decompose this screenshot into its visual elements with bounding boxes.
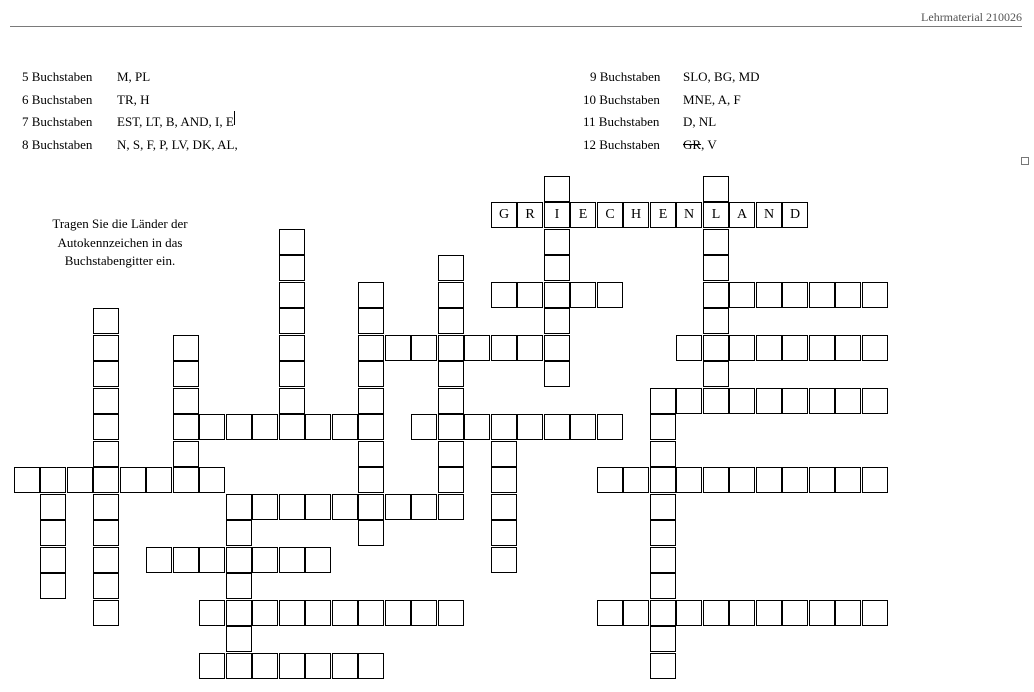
grid-cell[interactable] bbox=[756, 282, 782, 308]
grid-cell[interactable] bbox=[623, 467, 649, 493]
grid-cell[interactable] bbox=[438, 361, 464, 387]
grid-cell[interactable] bbox=[358, 520, 384, 546]
grid-cell[interactable] bbox=[120, 467, 146, 493]
grid-cell[interactable] bbox=[252, 653, 278, 679]
grid-cell[interactable] bbox=[411, 494, 437, 520]
grid-letter: E bbox=[578, 207, 588, 222]
grid-cell[interactable] bbox=[173, 335, 199, 361]
grid-cell[interactable] bbox=[358, 282, 384, 308]
grid-cell[interactable] bbox=[199, 414, 225, 440]
grid-cell[interactable] bbox=[199, 547, 225, 573]
clue-value: TR, H bbox=[117, 91, 150, 107]
grid-cell[interactable] bbox=[809, 282, 835, 308]
grid-cell[interactable] bbox=[173, 361, 199, 387]
grid-cell[interactable] bbox=[146, 467, 172, 493]
grid-cell[interactable] bbox=[703, 600, 729, 626]
grid-cell[interactable] bbox=[650, 573, 676, 599]
grid-cell[interactable] bbox=[226, 520, 252, 546]
grid-cell[interactable] bbox=[93, 308, 119, 334]
grid-cell[interactable] bbox=[93, 547, 119, 573]
grid-cell[interactable] bbox=[809, 467, 835, 493]
grid-letter: D bbox=[789, 207, 801, 222]
grid-cell[interactable] bbox=[544, 255, 570, 281]
grid-cell[interactable] bbox=[411, 600, 437, 626]
grid-cell[interactable] bbox=[809, 335, 835, 361]
grid-cell[interactable] bbox=[279, 547, 305, 573]
grid-cell[interactable] bbox=[93, 414, 119, 440]
grid-cell[interactable] bbox=[358, 414, 384, 440]
grid-cell[interactable] bbox=[650, 441, 676, 467]
grid-cell[interactable] bbox=[862, 282, 888, 308]
grid-cell[interactable] bbox=[650, 520, 676, 546]
grid-cell[interactable] bbox=[729, 388, 755, 414]
grid-cell[interactable] bbox=[226, 653, 252, 679]
grid-cell[interactable] bbox=[279, 600, 305, 626]
grid-cell[interactable] bbox=[756, 600, 782, 626]
grid-letter: R bbox=[525, 207, 535, 222]
grid-cell[interactable] bbox=[305, 494, 331, 520]
grid-cell[interactable] bbox=[279, 335, 305, 361]
grid-cell[interactable] bbox=[650, 626, 676, 652]
grid-letter: G bbox=[498, 207, 510, 222]
grid-cell[interactable] bbox=[597, 467, 623, 493]
grid-cell[interactable] bbox=[226, 600, 252, 626]
grid-cell[interactable] bbox=[411, 335, 437, 361]
grid-cell[interactable] bbox=[305, 547, 331, 573]
grid-cell[interactable] bbox=[835, 600, 861, 626]
grid-cell[interactable] bbox=[597, 414, 623, 440]
grid-cell[interactable] bbox=[544, 414, 570, 440]
grid-cell[interactable] bbox=[173, 388, 199, 414]
grid-cell[interactable] bbox=[93, 520, 119, 546]
grid-cell[interactable] bbox=[782, 467, 808, 493]
grid-cell[interactable] bbox=[544, 361, 570, 387]
grid-cell[interactable] bbox=[93, 494, 119, 520]
grid-cell[interactable] bbox=[438, 494, 464, 520]
grid-cell[interactable] bbox=[650, 494, 676, 520]
grid-cell[interactable] bbox=[438, 282, 464, 308]
grid-letter: L bbox=[711, 207, 721, 222]
grid-cell[interactable] bbox=[438, 388, 464, 414]
grid-cell[interactable] bbox=[279, 255, 305, 281]
grid-cell[interactable] bbox=[835, 282, 861, 308]
grid-cell[interactable] bbox=[332, 653, 358, 679]
grid-cell[interactable] bbox=[650, 653, 676, 679]
grid-letter: I bbox=[554, 207, 560, 222]
grid-letter: N bbox=[683, 207, 695, 222]
grid-cell[interactable] bbox=[756, 388, 782, 414]
grid-cell[interactable] bbox=[862, 335, 888, 361]
grid-cell[interactable] bbox=[756, 335, 782, 361]
grid-cell[interactable] bbox=[305, 414, 331, 440]
grid-cell[interactable] bbox=[676, 467, 702, 493]
grid-cell[interactable] bbox=[676, 600, 702, 626]
grid-cell[interactable] bbox=[93, 467, 119, 493]
grid-cell[interactable] bbox=[146, 547, 172, 573]
grid-cell[interactable] bbox=[438, 467, 464, 493]
grid-cell[interactable] bbox=[226, 414, 252, 440]
grid-cell[interactable] bbox=[782, 335, 808, 361]
grid-cell[interactable] bbox=[597, 600, 623, 626]
grid-cell[interactable] bbox=[173, 547, 199, 573]
grid-cell[interactable] bbox=[358, 335, 384, 361]
clue-value: M, PL bbox=[117, 69, 151, 84]
clue-label: 8 Buchstaben bbox=[22, 137, 93, 153]
grid-cell[interactable] bbox=[40, 547, 66, 573]
grid-cell[interactable] bbox=[279, 282, 305, 308]
grid-cell[interactable] bbox=[385, 600, 411, 626]
grid-cell[interactable] bbox=[729, 600, 755, 626]
grid-letter: H bbox=[630, 207, 642, 222]
grid-cell[interactable] bbox=[703, 308, 729, 334]
grid-letter: E bbox=[658, 207, 668, 222]
grid-letter: N bbox=[763, 207, 775, 222]
grid-cell[interactable] bbox=[226, 494, 252, 520]
grid-cell[interactable] bbox=[517, 414, 543, 440]
grid-cell[interactable] bbox=[835, 467, 861, 493]
clue-label: 7 Buchstaben bbox=[22, 114, 93, 130]
grid-cell[interactable] bbox=[570, 282, 596, 308]
grid-cell[interactable] bbox=[756, 467, 782, 493]
grid-cell[interactable] bbox=[703, 361, 729, 387]
grid-cell[interactable] bbox=[491, 520, 517, 546]
grid-cell[interactable] bbox=[411, 414, 437, 440]
clue-label: 9 Buchstaben bbox=[590, 69, 661, 84]
grid-cell[interactable] bbox=[40, 520, 66, 546]
grid-cell[interactable] bbox=[464, 335, 490, 361]
clue-value-struck: GR bbox=[683, 137, 702, 153]
grid-cell[interactable] bbox=[385, 494, 411, 520]
grid-cell[interactable] bbox=[491, 414, 517, 440]
grid-cell[interactable] bbox=[491, 547, 517, 573]
clue-value: , V bbox=[701, 137, 717, 153]
grid-cell[interactable] bbox=[438, 414, 464, 440]
grid-cell[interactable] bbox=[173, 414, 199, 440]
clue-value[interactable]: EST, LT, B, AND, I, E bbox=[117, 114, 234, 130]
grid-cell[interactable] bbox=[703, 467, 729, 493]
grid-cell[interactable] bbox=[279, 229, 305, 255]
grid-cell[interactable] bbox=[173, 467, 199, 493]
grid-cell[interactable] bbox=[491, 467, 517, 493]
grid-cell[interactable] bbox=[40, 494, 66, 520]
grid-cell[interactable] bbox=[544, 335, 570, 361]
instructions: Tragen Sie die Länder der Autokennzeichen in das Buchstabengitter ein. bbox=[52, 216, 188, 268]
grid-cell[interactable] bbox=[93, 600, 119, 626]
grid-cell[interactable] bbox=[438, 308, 464, 334]
clue-label: 6 Buchstaben bbox=[22, 91, 93, 107]
grid-cell[interactable] bbox=[199, 600, 225, 626]
grid-cell[interactable] bbox=[226, 626, 252, 652]
grid-cell[interactable] bbox=[491, 335, 517, 361]
grid-cell[interactable] bbox=[703, 255, 729, 281]
grid-letter: A bbox=[736, 207, 748, 222]
grid-cell[interactable] bbox=[517, 335, 543, 361]
grid-cell[interactable] bbox=[173, 441, 199, 467]
grid-letter: C bbox=[605, 207, 615, 222]
grid-cell[interactable] bbox=[93, 573, 119, 599]
grid-cell[interactable] bbox=[782, 388, 808, 414]
grid-cell[interactable] bbox=[252, 414, 278, 440]
grid-cell[interactable] bbox=[464, 414, 490, 440]
grid-cell[interactable] bbox=[199, 653, 225, 679]
grid-cell[interactable] bbox=[199, 467, 225, 493]
grid-cell[interactable] bbox=[676, 388, 702, 414]
grid-cell[interactable] bbox=[358, 653, 384, 679]
grid-cell[interactable] bbox=[650, 414, 676, 440]
grid-cell[interactable] bbox=[385, 335, 411, 361]
grid-cell[interactable] bbox=[782, 282, 808, 308]
grid-cell[interactable] bbox=[358, 441, 384, 467]
grid-cell[interactable] bbox=[252, 494, 278, 520]
grid-cell[interactable] bbox=[650, 388, 676, 414]
grid-cell[interactable] bbox=[438, 255, 464, 281]
grid-cell[interactable] bbox=[358, 600, 384, 626]
grid-cell[interactable] bbox=[358, 467, 384, 493]
grid-cell[interactable] bbox=[650, 467, 676, 493]
grid-cell[interactable] bbox=[835, 335, 861, 361]
grid-cell[interactable] bbox=[703, 176, 729, 202]
grid-cell[interactable] bbox=[226, 573, 252, 599]
grid-cell[interactable] bbox=[93, 361, 119, 387]
grid-cell[interactable] bbox=[703, 282, 729, 308]
grid-cell[interactable] bbox=[544, 282, 570, 308]
clue-label: 12 Buchstaben bbox=[583, 137, 660, 153]
grid-cell[interactable] bbox=[252, 547, 278, 573]
grid-cell[interactable] bbox=[703, 388, 729, 414]
grid-cell[interactable] bbox=[438, 441, 464, 467]
grid-cell[interactable] bbox=[93, 388, 119, 414]
clue-value: MNE, A, F bbox=[683, 91, 741, 107]
grid-cell[interactable] bbox=[358, 361, 384, 387]
grid-cell[interactable] bbox=[703, 335, 729, 361]
grid-cell[interactable] bbox=[491, 282, 517, 308]
clue-value: SLO, BG, MD bbox=[683, 69, 760, 84]
grid-cell[interactable] bbox=[332, 600, 358, 626]
grid-cell[interactable] bbox=[623, 600, 649, 626]
grid-cell[interactable] bbox=[491, 441, 517, 467]
grid-cell[interactable] bbox=[650, 600, 676, 626]
grid-cell[interactable] bbox=[358, 308, 384, 334]
grid-cell[interactable] bbox=[438, 600, 464, 626]
grid-cell[interactable] bbox=[862, 388, 888, 414]
grid-cell[interactable] bbox=[332, 414, 358, 440]
grid-cell[interactable] bbox=[40, 467, 66, 493]
grid-cell[interactable] bbox=[93, 441, 119, 467]
grid-cell[interactable] bbox=[729, 335, 755, 361]
grid-cell[interactable] bbox=[809, 600, 835, 626]
grid-cell[interactable] bbox=[358, 494, 384, 520]
grid-cell[interactable] bbox=[570, 414, 596, 440]
grid-cell[interactable] bbox=[809, 388, 835, 414]
grid-cell[interactable] bbox=[676, 335, 702, 361]
grid-cell[interactable] bbox=[305, 600, 331, 626]
grid-cell[interactable] bbox=[279, 494, 305, 520]
grid-cell[interactable] bbox=[14, 467, 40, 493]
grid-cell[interactable] bbox=[279, 388, 305, 414]
grid-cell[interactable] bbox=[597, 282, 623, 308]
grid-cell[interactable] bbox=[729, 467, 755, 493]
grid-cell[interactable] bbox=[517, 282, 543, 308]
grid-cell[interactable] bbox=[835, 388, 861, 414]
grid-cell[interactable] bbox=[544, 308, 570, 334]
grid-cell[interactable] bbox=[332, 494, 358, 520]
clue-label: 10 Buchstaben bbox=[583, 91, 660, 107]
grid-cell[interactable] bbox=[305, 653, 331, 679]
grid-cell[interactable] bbox=[279, 653, 305, 679]
grid-cell[interactable] bbox=[279, 361, 305, 387]
clue-value: N, S, F, P, LV, DK, AL, bbox=[117, 137, 238, 153]
grid-cell[interactable] bbox=[862, 467, 888, 493]
clue-value: D, NL bbox=[683, 114, 717, 130]
grid-cell[interactable] bbox=[40, 573, 66, 599]
grid-cell[interactable] bbox=[93, 335, 119, 361]
grid-cell[interactable] bbox=[279, 308, 305, 334]
grid-cell[interactable] bbox=[703, 229, 729, 255]
grid-cell[interactable] bbox=[782, 600, 808, 626]
grid-cell[interactable] bbox=[438, 335, 464, 361]
clue-label: 11 Buchstaben bbox=[583, 114, 660, 130]
grid-cell[interactable] bbox=[67, 467, 93, 493]
grid-cell[interactable] bbox=[279, 414, 305, 440]
grid-cell[interactable] bbox=[544, 176, 570, 202]
grid-cell[interactable] bbox=[358, 388, 384, 414]
grid-cell[interactable] bbox=[650, 547, 676, 573]
grid-cell[interactable] bbox=[729, 282, 755, 308]
grid-cell[interactable] bbox=[252, 600, 278, 626]
document-code: Lehrmaterial 210026 bbox=[921, 10, 1022, 24]
grid-cell[interactable] bbox=[226, 547, 252, 573]
clue-label: 5 Buchstaben bbox=[22, 69, 93, 84]
grid-cell[interactable] bbox=[491, 494, 517, 520]
grid-cell[interactable] bbox=[544, 229, 570, 255]
grid-cell[interactable] bbox=[862, 600, 888, 626]
